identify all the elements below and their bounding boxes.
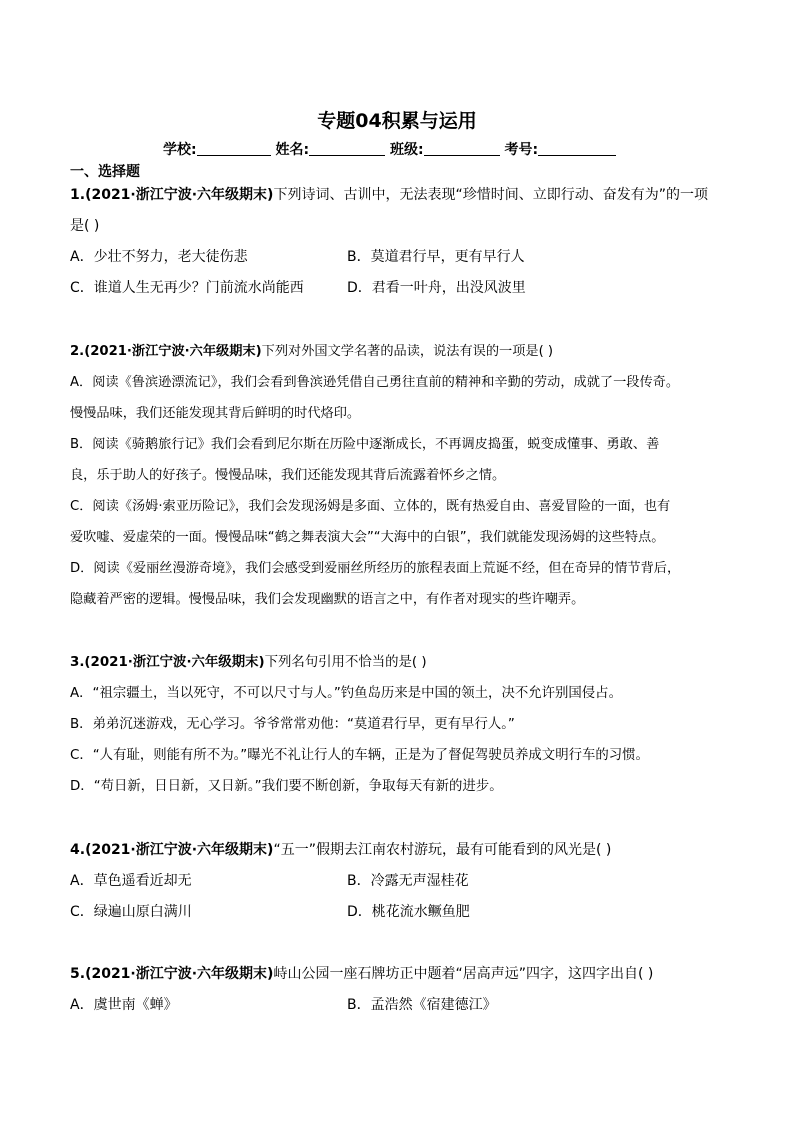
option-c[interactable]: C．阅读《汤姆·索亚历险记》，我们会发现汤姆是多面、立体的，既有热爱自由、喜爱冒险的一面，也有 [70, 499, 671, 514]
option-a[interactable]: A．虞世南《蝉》 [70, 997, 178, 1013]
option-b[interactable]: B．弟弟沉迷游戏，无心学习。爷爷常常劝他：“莫道君行早，更有早行人。” [70, 717, 515, 732]
class-label: 班级: [389, 142, 424, 158]
question-source: (2021·浙江宁波·六年级期末) [85, 966, 274, 982]
student-info-line [163, 139, 616, 159]
option-c[interactable]: C．谁道人生无再少？门前流水尚能西 [70, 280, 304, 296]
question-source: (2021·浙江宁波·六年级期末) [85, 842, 274, 858]
option-b[interactable]: B．孟浩然《宿建德江》 [347, 997, 497, 1013]
question-number: 5. [70, 966, 86, 982]
question-4 [70, 835, 730, 928]
option-b[interactable]: B．莫道君行早，更有早行人 [347, 249, 525, 265]
option-d[interactable]: D．君看一叶舟，出没风波里 [347, 280, 526, 296]
question-number: 4. [70, 842, 86, 858]
question-number: 1. [70, 187, 86, 203]
section-heading: 一、选择题 [70, 164, 140, 180]
question-1 [70, 180, 730, 304]
school-blank[interactable] [197, 141, 271, 156]
option-a[interactable]: A．草色遥看近却无 [70, 873, 192, 889]
option-b-cont: 良，乐于助人的好孩子。慢慢品味，我们还能发现其背后流露着怀乡之情。 [70, 468, 506, 483]
question-number: 3. [70, 655, 85, 670]
question-stem: 下列对外国文学名著的品读，说法有误的一项是( ) [261, 344, 554, 359]
option-b[interactable]: B．冷露无声湿桂花 [347, 873, 469, 889]
exam-no-blank[interactable] [538, 141, 616, 156]
option-c[interactable]: C．绿遍山原白满川 [70, 904, 192, 920]
question-source: (2021·浙江宁波·六年级期末) [85, 187, 274, 203]
option-c-cont: 爱吹嘘、爱虚荣的一面。慢慢品味“鹤之舞表演大会”“大海中的白银”，我们就能发现汤姆的这些特点。 [70, 530, 665, 545]
question-stem: “五一”假期去江南农村游玩，最有可能看到的风光是( ) [273, 842, 612, 858]
page-title: 专题04积累与运用 [317, 110, 477, 132]
exam-no-label: 考号: [504, 142, 539, 158]
question-source: (2021·浙江宁波·六年级期末) [84, 344, 262, 359]
name-label: 姓名: [275, 142, 310, 158]
option-d-cont: 隐藏着严密的逻辑。慢慢品味，我们会发现幽默的语言之中，有作者对现实的些许嘲弄。 [70, 592, 585, 607]
class-blank[interactable] [424, 141, 500, 156]
question-stem: 峙山公园一座石牌坊正中题着“居高声远”四字，这四字出自( ) [273, 966, 654, 982]
question-number: 2. [70, 344, 85, 359]
school-label: 学校: [163, 142, 197, 158]
option-a-cont: 慢慢品味，我们还能发现其背后鲜明的时代烙印。 [70, 406, 361, 421]
question-5 [70, 959, 730, 1021]
question-stem: 下列诗词、古训中，无法表现“珍惜时间、立即行动、奋发有为”的一项 [273, 187, 708, 203]
option-c[interactable]: C．“人有耻，则能有所不为。”曝光不礼让行人的车辆，正是为了督促驾驶员养成文明行车的习惯。 [70, 748, 649, 763]
option-a[interactable]: A．“祖宗疆土，当以死守，不可以尺寸与人。”钓鱼岛历来是中国的领土，决不允许别国侵占。 [70, 686, 622, 701]
question-stem-cont: 是( ) [70, 218, 100, 234]
option-a[interactable]: A．阅读《鲁滨逊漂流记》，我们会看到鲁滨逊凭借自己勇往直前的精神和辛勤的劳动，成就了一段传奇。 [70, 375, 680, 390]
option-a[interactable]: A．少壮不努力，老大徒伤悲 [70, 249, 248, 265]
question-3 [70, 647, 730, 802]
option-d[interactable]: D．桃花流水鳜鱼肥 [347, 904, 470, 920]
name-blank[interactable] [309, 141, 385, 156]
option-b[interactable]: B．阅读《骑鹅旅行记》我们会看到尼尔斯在历险中逐渐成长，不再调皮捣蛋，蜕变成懂事、勇敢、善 [70, 437, 660, 452]
option-d[interactable]: D．“苟日新，日日新，又日新。”我们要不断创新，争取每天有新的进步。 [70, 779, 503, 794]
question-2 [70, 336, 730, 615]
option-d[interactable]: D．阅读《爱丽丝漫游奇境》，我们会感受到爱丽丝所经历的旅程表面上荒诞不经，但在奇异的情节背后， [70, 561, 681, 576]
question-stem: 下列名句引用不恰当的是( ) [264, 655, 427, 670]
question-source: (2021·浙江宁波·六年级期末) [84, 655, 265, 670]
